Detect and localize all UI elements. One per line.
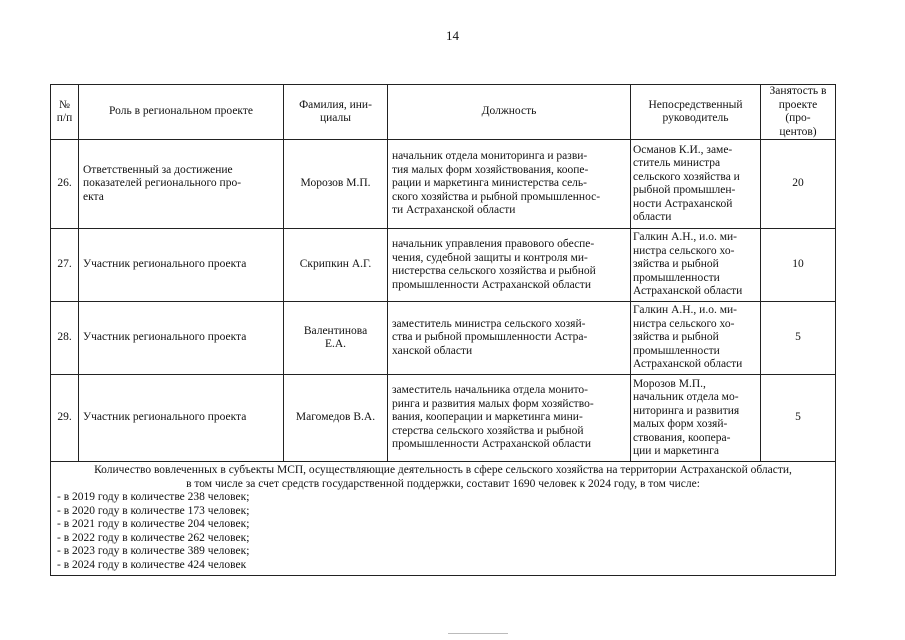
row-name: Скрипкин А.Г. (284, 229, 388, 302)
row-position: начальник отдела мониторинга и разви- тия малых форм хозяйствования, коопе- рации и маркетинга министерства сель- ского хозяйства и рыбной промышленнос- ти Астраханской области (388, 140, 631, 229)
header-position: Должность (388, 85, 631, 140)
row-role: Ответственный за достижение показателей регионального про- екта (79, 140, 284, 229)
row-role: Участник регионального проекта (79, 375, 284, 462)
header-employment: Занятость в проекте (про- центов) (761, 85, 836, 140)
row-supervisor: Османов К.И., заме- ститель министра сельского хозяйства и рыбной промышлен- ности Астраханской области (631, 140, 761, 229)
scan-artifact-line (448, 633, 508, 634)
table-row (51, 375, 836, 462)
row-role: Участник регионального проекта (79, 302, 284, 375)
page-number: 14 (446, 28, 459, 43)
row-supervisor: Галкин А.Н., и.о. ми- нистра сельского хо- зяйства и рыбной промышленности Астраханской области (631, 229, 761, 302)
header-num: № п/п (51, 85, 79, 140)
row-number: 28. (51, 302, 79, 375)
project-roster-table (50, 84, 836, 576)
summary-row (51, 462, 836, 576)
row-position: начальник управления правового обеспе- чения, судебной защиты и контроля ми- нистерства сельского хозяйства и рыбной промышленности Астраханской области (388, 229, 631, 302)
row-supervisor: Галкин А.Н., и.о. ми- нистра сельского хо- зяйства и рыбной промышленности Астраханской области (631, 302, 761, 375)
table-row (51, 229, 836, 302)
row-name: Морозов М.П. (284, 140, 388, 229)
row-supervisor: Морозов М.П., начальник отдела мо- ниторинга и развития малых форм хозяй- ствования, коопера- ции и маркетинга (631, 375, 761, 462)
summary-year-item: - в 2020 году в количестве 173 человек; (57, 504, 250, 517)
table-row (51, 302, 836, 375)
row-number: 26. (51, 140, 79, 229)
row-employment: 20 (761, 140, 836, 229)
row-name: Валентинова Е.А. (284, 302, 388, 375)
header-supervisor: Непосредственный руководитель (631, 85, 761, 140)
summary-lead-line: в том числе за счет средств государственной поддержки, составит 1690 человек к 2024 году, в том числе: (186, 477, 700, 490)
row-position: заместитель начальника отдела монито- ринга и развития малых форм хозяйство- вания, кооперации и маркетинга мини- стерства сельского хозяйства и рыбной промышленности Астраханской области (388, 375, 631, 462)
table-header-row (51, 85, 836, 140)
summary-year-item: - в 2024 году в количестве 424 человек (57, 558, 247, 571)
summary-cell (51, 462, 836, 576)
row-employment: 5 (761, 302, 836, 375)
row-role: Участник регионального проекта (79, 229, 284, 302)
row-number: 27. (51, 229, 79, 302)
summary-year-item: - в 2023 году в количестве 389 человек; (57, 545, 250, 557)
table-row (51, 140, 836, 229)
summary-year-item: - в 2022 году в количестве 262 человек; (57, 531, 250, 544)
row-employment: 10 (761, 229, 836, 302)
summary-year-item: - в 2021 году в количестве 204 человек; (57, 518, 250, 530)
row-employment: 5 (761, 375, 836, 462)
header-role: Роль в региональном проекте (79, 85, 284, 140)
summary-year-item: - в 2019 году в количестве 238 человек; (57, 491, 250, 503)
row-number: 29. (51, 375, 79, 462)
summary-lead-line: Количество вовлеченных в субъекты МСП, осуществляющие деятельность в сфере сельского хозяйства на территории Астраханской области, (94, 464, 792, 476)
row-name: Магомедов В.А. (284, 375, 388, 462)
row-position: заместитель министра сельского хозяй- ства и рыбной промышленности Астра- ханской области (388, 302, 631, 375)
header-name: Фамилия, ини- циалы (284, 85, 388, 140)
